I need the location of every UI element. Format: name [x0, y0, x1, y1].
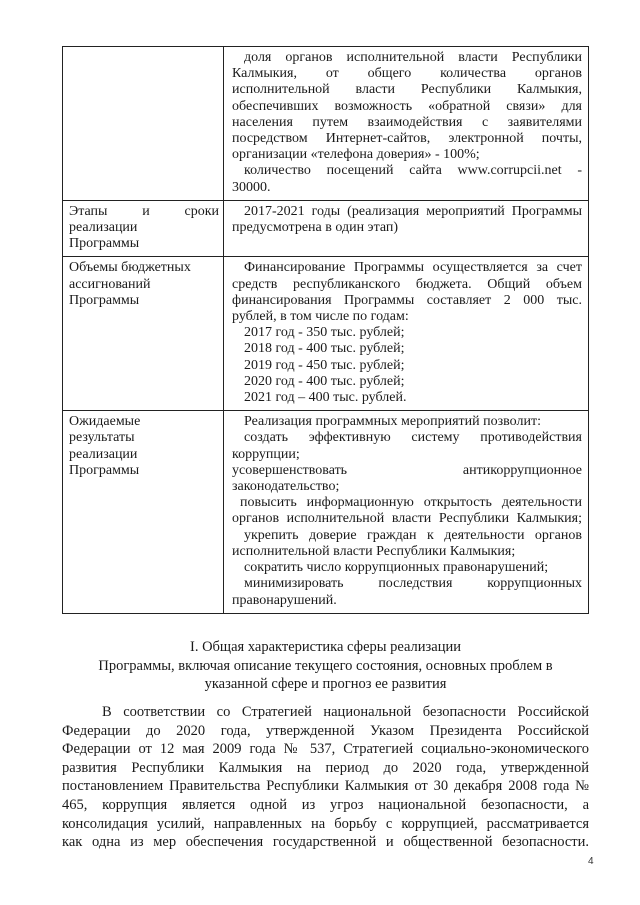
cell-line: 2017 год - 350 тыс. рублей;: [244, 325, 405, 341]
cell-line: посредством Интернет-сайтов, электронной почты,: [232, 131, 582, 147]
table-row: [63, 200, 589, 257]
cell-line: укрепить доверие граждан к деятельности органов: [244, 527, 582, 543]
table-row: [63, 47, 589, 201]
paragraph-line: Федерации от 12 мая 2009 года № 537, Стратегией социально-экономического: [62, 741, 589, 758]
cell-line: создать эффективную систему противодействия: [244, 430, 582, 446]
body-paragraph: [62, 703, 589, 852]
label-line: Программы: [69, 462, 140, 478]
cell-line: исполнительной власти Республики Калмыкия;: [232, 543, 516, 559]
cell-line: 2020 год - 400 тыс. рублей;: [244, 373, 405, 389]
row-label-cell: [63, 47, 224, 201]
cell-line: предусмотрена в один этап): [232, 220, 399, 236]
cell-line: органов исполнительной власти Республики Калмыкия;: [232, 511, 582, 527]
cell-line: 2021 год – 400 тыс. рублей.: [244, 390, 407, 406]
cell-line: Калмыкия, от общего количества органов: [232, 66, 582, 82]
cell-line: законодательство;: [232, 479, 340, 495]
cell-line: 2018 год - 400 тыс. рублей;: [244, 341, 405, 357]
cell-line: обеспечивших возможность «обратной связи» для: [232, 98, 582, 114]
cell-line: Реализация программных мероприятий позволит:: [244, 414, 541, 430]
row-value-cell: [224, 257, 589, 411]
section-title-line: I. Общая характеристика сферы реализации: [190, 639, 461, 655]
paragraph-line: Федерации до 2020 года, утвержденной Указом Президента Российской: [62, 722, 589, 739]
cell-line: повысить информационную открытость деятельности: [240, 495, 582, 511]
cell-line: количество посещений сайта www.corrupcii.net -: [244, 163, 582, 179]
cell-line: 30000.: [232, 179, 271, 195]
row-label-cell: [63, 411, 224, 613]
section-title: [62, 638, 589, 694]
paragraph-line: постановлением Правительства Республики Калмыкия от 30 декабря 2008 года №: [62, 778, 589, 795]
paragraph-line: 465, коррупция является одной из угроз национальной безопасности, а: [62, 796, 589, 813]
cell-line: Финансирование Программы осуществляется за счет: [244, 260, 582, 276]
cell-line: рублей, в том числе по годам:: [232, 309, 409, 325]
paragraph-line: развития Республики Калмыкия на период до 2020 года, утвержденной: [62, 759, 589, 776]
row-label-cell: [63, 257, 224, 411]
section-title-line: указанной сфере и прогноз ее развития: [204, 676, 447, 692]
cell-line: правонарушений.: [232, 592, 337, 608]
cell-line: исполнительной власти Республики Калмыкия,: [232, 82, 582, 98]
cell-line: населения путем взаимодействия с заявителями: [232, 114, 582, 130]
cell-line: усовершенствовать антикоррупционное: [232, 462, 582, 478]
label-line: результаты: [69, 430, 135, 446]
paragraph-line: консолидация усилий, направленных на борьбу с коррупцией, рассматривается: [62, 815, 589, 832]
label-line: Программы: [69, 236, 140, 252]
paragraph-line: В соответствии со Стратегией национальной безопасности Российской: [102, 704, 589, 720]
cell-line: коррупции;: [232, 446, 300, 462]
label-line: ассигнований: [69, 276, 151, 292]
cell-line: сократить число коррупционных правонарушений;: [244, 560, 549, 576]
cell-line: 2017-2021 годы (реализация мероприятий Программы: [244, 203, 582, 219]
cell-line: 2019 год - 450 тыс. рублей;: [244, 357, 405, 373]
label-line: Этапы и сроки: [69, 203, 219, 219]
cell-line: доля органов исполнительной власти Республики: [244, 50, 582, 65]
label-line: реализации: [69, 220, 138, 236]
page-number: 4: [588, 856, 594, 867]
row-value-cell: [224, 411, 589, 613]
label-line: реализации: [69, 446, 138, 462]
paragraph-line: как одна из мер обеспечения государственной и общественной безопасности.: [62, 834, 589, 851]
program-passport-table: [62, 46, 589, 614]
label-line: Ожидаемые: [69, 414, 141, 430]
cell-line: организации «телефона доверия» - 100%;: [232, 147, 480, 163]
cell-line: средств республиканского бюджета. Общий объем: [232, 276, 582, 292]
table-row: [63, 257, 589, 411]
table-row: [63, 411, 589, 613]
cell-line: минимизировать последствия коррупционных: [244, 576, 582, 592]
cell-line: финансирования Программы составляет 2 000 тыс.: [232, 292, 582, 308]
row-value-cell: [224, 200, 589, 257]
row-value-cell: [224, 47, 589, 201]
label-line: Программы: [69, 292, 140, 308]
label-line: Объемы бюджетных: [69, 260, 191, 276]
section-title-line: Программы, включая описание текущего состояния, основных проблем в: [98, 657, 553, 674]
row-label-cell: [63, 200, 224, 257]
